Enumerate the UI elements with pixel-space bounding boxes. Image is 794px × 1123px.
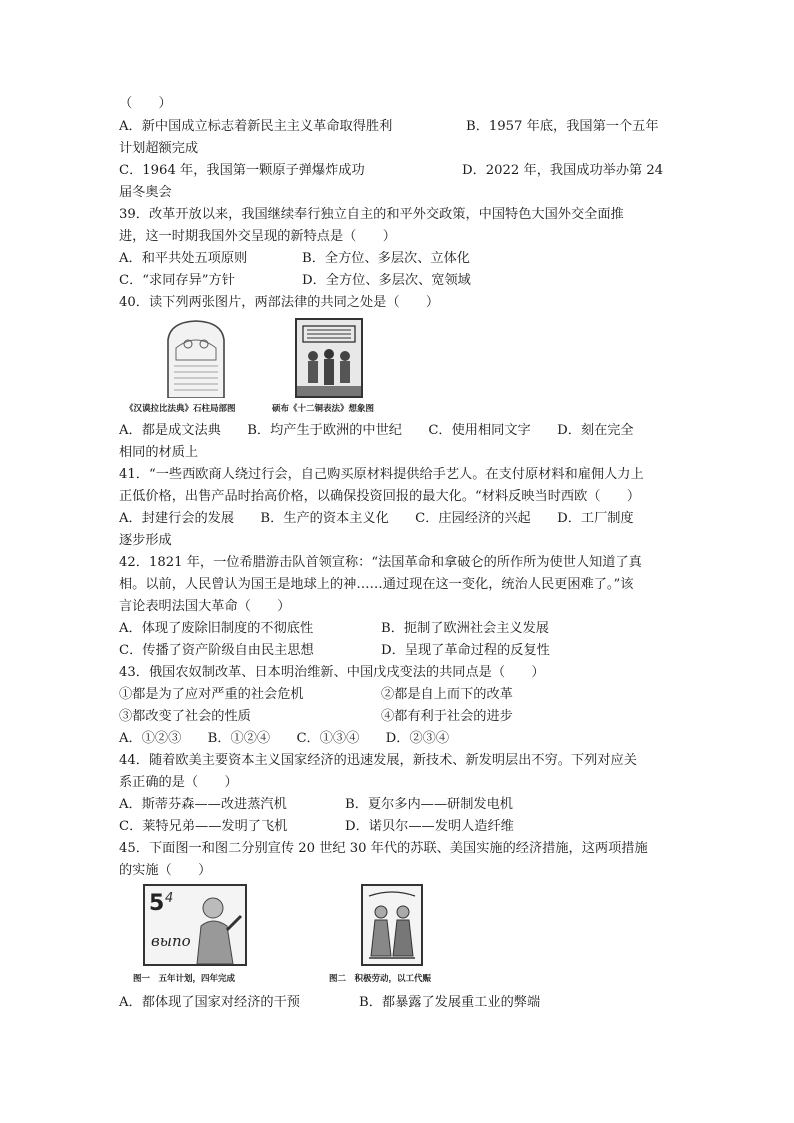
- q45-option-b: B．都暴露了发展重工业的弊端: [359, 995, 541, 1010]
- hammurabi-stele-image: [160, 318, 232, 398]
- caption-fig1: 图一 五年计划，四年完成: [133, 974, 236, 984]
- q42-stem-cont2: 言论表明法国大革命（ ）: [119, 599, 291, 614]
- q45-option-a: A．都体现了国家对经济的干预: [119, 995, 300, 1010]
- q40-options-cont: 相同的材质上: [119, 445, 199, 460]
- poster-number: 5: [149, 891, 165, 916]
- q40-stem: 40．读下列两张图片，两部法律的共同之处是（ ）: [119, 295, 440, 310]
- q44-stem: 44．随着欧美主要资本主义国家经济的迅速发展，新技术、新发明层出不穷。下列对应关: [119, 753, 637, 768]
- q44-option-d: D．诺贝尔——发明人造纤维: [345, 819, 514, 834]
- q41-options-cont: 逐步形成: [119, 533, 172, 548]
- answer-bracket: （ ）: [119, 96, 172, 111]
- twelve-tables-image: [295, 318, 363, 398]
- q42-option-a: A．体现了废除旧制度的不彻底性: [119, 621, 314, 636]
- q38-option-b: B．1957 年底，我国第一个五年: [466, 119, 659, 134]
- q41-stem-cont: 正低价格，出售产品时抬高价格，以确保投资回报的最大化。“材料反映当时西欧（ ）: [119, 489, 641, 504]
- q39-option-b: B．全方位、多层次、立体化: [302, 251, 470, 266]
- q38-option-b-cont: 计划超额完成: [119, 141, 199, 156]
- q45-stem: 45．下面图一和图二分别宣传 20 世纪 30 年代的苏联、美国实施的经济措施，这两项措施: [119, 841, 648, 856]
- q41-options: A．封建行会的发展 B．生产的资本主义化 C．庄园经济的兴起 D．工厂制度: [119, 511, 634, 526]
- q39-option-a: A．和平共处五项原则: [119, 251, 248, 266]
- q43-item-2: ②都是自上而下的改革: [381, 687, 513, 702]
- caption-hammurabi: 《汉谟拉比法典》石柱局部图: [125, 404, 236, 414]
- poster-word: выпо: [151, 932, 191, 950]
- q42-option-c: C．传播了资产阶级自由民主思想: [119, 643, 314, 658]
- q42-stem-cont: 相。以前，人民曾认为国王是地球上的神……通过现在这一变化，统治人民更困难了。”该: [119, 577, 634, 592]
- q39-option-d: D．全方位、多层次、宽领域: [302, 273, 471, 288]
- q40-options: A．都是成文法典 B．均产生于欧洲的中世纪 C．使用相同文字 D．刻在完全: [119, 423, 634, 438]
- q42-stem: 42．1821 年，一位希腊游击队首领宣称：“法国革命和拿破仑的所作所为使世人知道了真: [119, 555, 642, 570]
- q43-item-4: ④都有利于社会的进步: [381, 709, 513, 724]
- q41-stem: 41．“一些西欧商人绕过行会，自己购买原材料提供给手艺人。在支付原材料和雇佣人力上: [119, 467, 644, 482]
- q44-option-c: C．莱特兄弟——发明了飞机: [119, 819, 288, 834]
- poster-fraction: 4: [165, 891, 174, 906]
- q44-option-a: A．斯蒂芬森——改进蒸汽机: [119, 797, 287, 812]
- q38-option-d-cont: 届冬奥会: [119, 185, 172, 200]
- q44-option-b: B．夏尔多内——研制发电机: [345, 797, 513, 812]
- new-deal-poster-image: [361, 884, 423, 966]
- q45-stem-cont: 的实施（ ）: [119, 863, 212, 878]
- q38-option-d: D．2022 年，我国成功举办第 24: [462, 163, 664, 178]
- q43-stem: 43．俄国农奴制改革、日本明治维新、中国戊戌变法的共同点是（ ）: [119, 665, 545, 680]
- caption-twelve-tables: 硕布《十二铜表法》想象图: [272, 404, 375, 414]
- q43-item-1: ①都是为了应对严重的社会危机: [119, 687, 304, 702]
- q38-option-c: C．1964 年，我国第一颗原子弹爆炸成功: [119, 163, 365, 178]
- q39-stem: 39．改革开放以来，我国继续奉行独立自主的和平外交政策，中国特色大国外交全面推: [119, 207, 624, 222]
- q42-option-b: B．扼制了欧洲社会主义发展: [381, 621, 549, 636]
- q43-options: A．①②③ B．①②④ C．①③④ D．②③④: [119, 731, 450, 746]
- q38-option-a: A．新中国成立标志着新民主主义革命取得胜利: [119, 119, 393, 134]
- caption-fig2: 图二 积极劳动，以工代赈: [329, 974, 432, 984]
- q44-stem-cont: 系正确的是（ ）: [119, 775, 238, 790]
- q39-stem-cont: 进，这一时期我国外交呈现的新特点是（ ）: [119, 229, 396, 244]
- q43-item-3: ③都改变了社会的性质: [119, 709, 251, 724]
- q42-option-d: D．呈现了革命过程的反复性: [381, 643, 550, 658]
- q39-option-c: C．“求同存异”方针: [119, 273, 235, 288]
- soviet-poster-image: [143, 884, 247, 966]
